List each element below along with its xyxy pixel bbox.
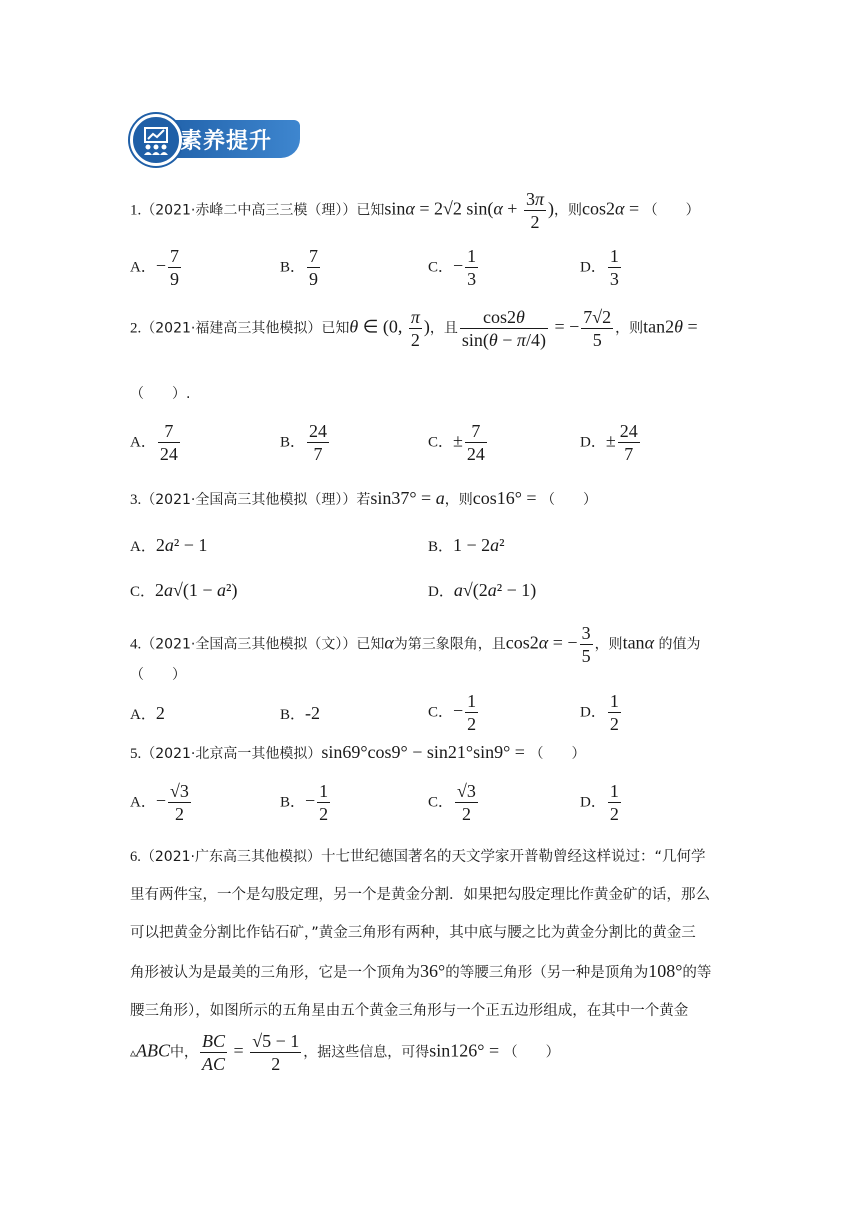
- option-1c[interactable]: C．− $\frac{1}{3}$: [428, 246, 477, 289]
- option-2d[interactable]: D．± $\frac{24}{7}$: [580, 421, 638, 464]
- option-5a[interactable]: A．− $\frac{√3}{2}$: [130, 781, 189, 824]
- question-2-bracket: （ ）.: [130, 386, 191, 402]
- question-2: 2.（2021·福建高三其他模拟）已知θ ∈ (0, $\frac{\pi}{2}$ )，且 $\frac{\cos 2\theta}{\sin(\theta - \pi/4)}$ = − $\frac{7√2}{5}$ ，则tan2θ =: [130, 307, 698, 350]
- chart-presentation-icon: [130, 114, 182, 166]
- question-3: 3.（2021·全国高三其他模拟（理））若sin37° = a，则cos16° = （ ）: [130, 488, 598, 508]
- option-1d[interactable]: D． $\frac{1}{3}$: [580, 246, 619, 289]
- option-4b[interactable]: B．-2: [280, 703, 321, 723]
- option-1b[interactable]: B． $\frac{7}{9}$: [280, 246, 319, 289]
- option-4d[interactable]: D． $\frac{1}{2}$: [580, 691, 619, 734]
- question-4-bracket: （ ）: [130, 667, 186, 683]
- section-badge: [130, 114, 300, 162]
- question-6-last-line: ▵ABC中， $\frac{BC}{AC}$ = $\frac{√5 - 1}{2}$ ，据这些信息，可得sin126° = （ ）: [130, 1031, 560, 1074]
- question-6: 6.（2021·广东高三其他模拟）十七世纪德国著名的天文学家开普勒曾经这样说过：“几何学 里有两件宝，一个是勾股定理，另一个是黄金分割．如果把勾股定理比作黄金矿的话，那么 可以把黄金分割比作钻石矿，”黄金三角形有两种，其中底与腰之比为黄金分割比的黄金三 角形被认为是最美的三角形，它是一个顶角为36°的等腰三角形（另一种是顶角为108°的等 腰三角形），如图所示的五角星由五个黄金三角形与一个正五边形组成，在其中一个黄金: [130, 849, 712, 1019]
- option-3d[interactable]: D．a√(2a² − 1): [428, 580, 537, 600]
- question-4: 4.（2021·全国高三其他模拟（文））已知α为第三象限角，且cos2α = − $\frac{3}{5}$ ，则tanα 的值为: [130, 623, 701, 666]
- question-1: 1.（2021·赤峰二中高三三模（理））已知sinα = 2√2 sin(α + $\frac{3\pi}{2}$ )，则cos2α = （ ）: [130, 189, 700, 232]
- option-5b[interactable]: B．− $\frac{1}{2}$: [280, 781, 329, 824]
- option-1a[interactable]: A．− $\frac{7}{9}$: [130, 246, 179, 289]
- question-5: 5.（2021·北京高一其他模拟）sin69°cos9° − sin21°sin9° = （ ）: [130, 742, 586, 762]
- option-5c[interactable]: C． $\frac{√3}{2}$: [428, 781, 476, 824]
- option-4a[interactable]: A．2: [130, 703, 165, 723]
- option-2c[interactable]: C．± $\frac{7}{24}$: [428, 421, 485, 464]
- option-2a[interactable]: A． $\frac{7}{24}$: [130, 421, 178, 464]
- option-3a[interactable]: A．2a² − 1: [130, 535, 208, 555]
- option-4c[interactable]: C．− $\frac{1}{2}$: [428, 691, 477, 734]
- option-3c[interactable]: C．2a√(1 − a²): [130, 580, 238, 600]
- badge-label: 素养提升: [180, 129, 273, 154]
- option-5d[interactable]: D． $\frac{1}{2}$: [580, 781, 619, 824]
- option-3b[interactable]: B．1 − 2a²: [428, 535, 505, 555]
- option-2b[interactable]: B． $\frac{24}{7}$: [280, 421, 328, 464]
